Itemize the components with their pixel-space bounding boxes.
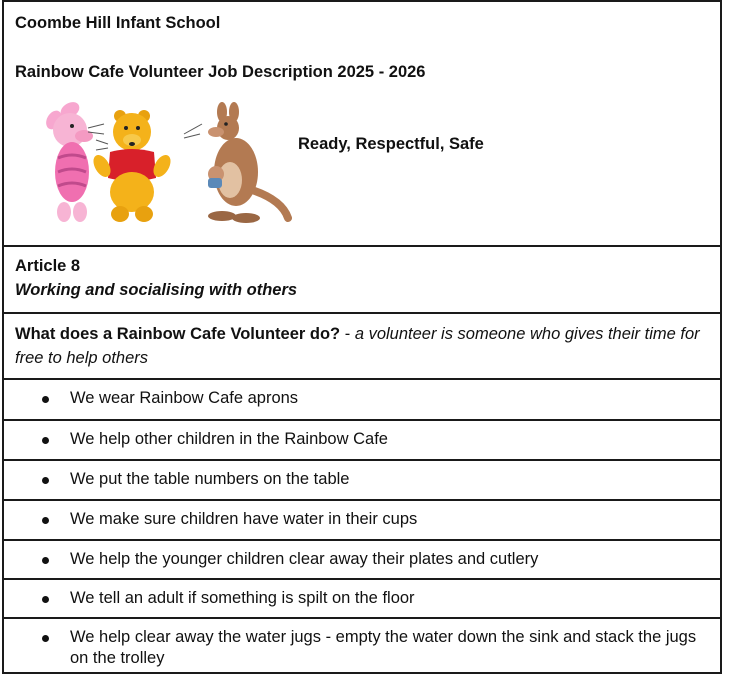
kanga-roo-image (184, 102, 288, 223)
article-number: Article 8 (15, 257, 81, 275)
duty-row (4, 619, 720, 674)
bullet-icon (42, 557, 49, 564)
bullet-icon (42, 517, 49, 524)
characters-illustration (32, 100, 292, 230)
duty-text: We wear Rainbow Cafe aprons (70, 389, 299, 407)
duty-text: We help the younger children clear away their plates and cutlery (70, 550, 539, 568)
duty-row (4, 421, 720, 461)
duty-text: We help clear away the water jugs - empty the water down the sink and stack the jugs on the trolley (70, 628, 697, 667)
bullet-icon (42, 437, 49, 444)
pooh-image (90, 110, 174, 222)
question-heading: What does a Rainbow Cafe Volunteer do? (15, 325, 341, 343)
duty-row (4, 580, 720, 619)
duty-text: We help other children in the Rainbow Cafe (70, 430, 388, 448)
article-text: Working and socialising with others (15, 281, 298, 299)
bullet-icon (42, 596, 49, 603)
duty-row (4, 380, 720, 421)
duty-row (4, 541, 720, 580)
question-separator: - (340, 325, 355, 343)
bullet-icon (42, 477, 49, 484)
article-cell (4, 247, 720, 314)
school-name: Coombe Hill Infant School (15, 14, 221, 32)
duty-text: We tell an adult if something is spilt on the floor (70, 589, 415, 607)
volunteer-definition: a volunteer is someone who gives their time for free to help others (15, 325, 700, 367)
question-cell (4, 314, 720, 380)
header-cell (4, 2, 720, 247)
bullet-icon (42, 396, 49, 403)
job-description-table (2, 0, 722, 674)
duty-row (4, 461, 720, 501)
school-motto: Ready, Respectful, Safe (298, 135, 484, 153)
duty-text: We put the table numbers on the table (70, 470, 350, 488)
question-text (15, 322, 712, 370)
bullet-icon (42, 635, 49, 642)
duty-text: We make sure children have water in their cups (70, 510, 418, 528)
duty-row (4, 501, 720, 541)
document-title: Rainbow Cafe Volunteer Job Description 2025 - 2026 (15, 63, 426, 81)
